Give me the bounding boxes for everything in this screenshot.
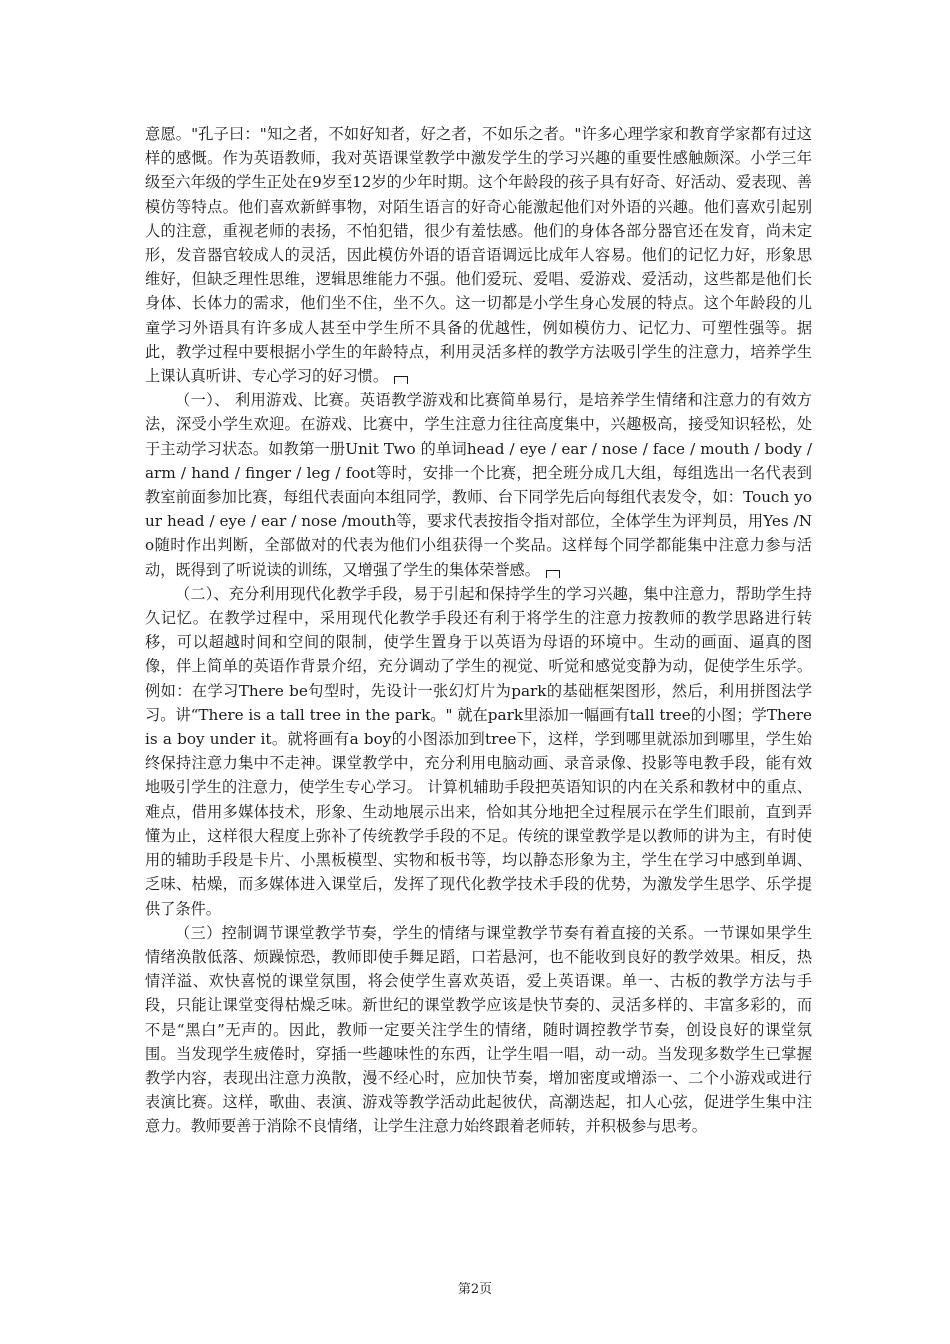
paragraph-1-text: 意愿。"孔子曰："知之者，不如好知者，好之者，不如乐之者。"许多心理学家和教育学家都有过这样的感慨。作为英语教师，我对英语课堂教学中激发学生的学习兴趣的重要性感触颇深。小学三年级至六年级的学生正处在9岁至12岁的少年时期。这个年龄段的孩子具有好奇、好活动、爱表现、善模仿等特点。他们喜欢新鲜事物，对陌生语言的好奇心能激起他们对外语的兴趣。他们喜欢引起别人的注意，重视老师的表扬，不怕犯错，很少有羞怯感。他们的身体各部分器官还在发育，尚未定形，发音器官较成人的灵活，因此模仿外语的语音语调远比成年人容易。他们的记忆力好，形象思维好，但缺乏理性思维，逻辑思维能力不强。他们爱玩、爱唱、爱游戏、爱活动，这些都是他们长身体、长体力的需求，他们坐不住，坐不久。这一切都是小学生身心发展的特点。这个年龄段的儿童学习外语具有许多成人甚至中学生所不具备的优越性，例如模仿力、记忆力、可塑性强等。据此，教学过程中要根据小学生的年龄特点，利用灵活多样的教学方法吸引学生的注意力，培养学生上课认真听讲、专心学习的好习惯。	[145, 125, 812, 386]
paragraph-mark-icon	[546, 570, 560, 578]
paragraph-4-text: （三）控制调节课堂教学节奏，学生的情绪与课堂教学节奏有着直接的关系。一节课如果学生情绪涣散低落、烦躁惊恐，教师即使手舞足蹈，口若悬河，也不能收到良好的教学效果。相反，热情洋溢、欢快喜悦的课堂氛围，将会使学生喜欢英语，爱上英语课。单一、古板的教学方法与手段，只能让课堂变得枯燥乏味。新世纪的课堂教学应该是快节奏的、灵活多样的、丰富多彩的，而不是“黑白”无声的。因此，教师一定要关注学生的情绪，随时调控教学节奏，创设良好的课堂氛围。当发现学生疲倦时，穿插一些趣味性的东西，让学生唱一唱，动一动。当发现多数学生已掌握教学内容，表现出注意力涣散，漫不经心时，应加快节奏，增加密度或增添一、二个小游戏或进行表演比赛。这样，歌曲、表演、游戏等教学活动此起彼伏，高潮迭起，扣人心弦，促进学生集中注意力。教师要善于消除不良情绪，让学生注意力始终跟着老师转，并积极参与思考。	[145, 923, 812, 1136]
page-number: 第2页	[457, 1282, 493, 1297]
paragraph-2	[145, 388, 812, 582]
paragraph-4	[145, 921, 812, 1139]
paragraph-3	[145, 582, 812, 921]
paragraph-3-text: （二）、充分利用现代化教学手段，易于引起和保持学生的学习兴趣，集中注意力，帮助学生持久记忆。在教学过程中，采用现代化教学手段还有利于将学生的注意力按教师的教学思路进行转移，可以超越时间和空间的限制，使学生置身于以英语为母语的环境中。生动的画面、逼真的图像，伴上简单的英语作背景介绍，充分调动了学生的视觉、听觉和感觉变静为动，促使学生乐学。例如：在学习There be句型时，先设计一张幻灯片为park的基础框架图形，然后，利用拼图法学习。讲“There is a tall tree in the park。" 就在park里添加一幅画有tall tree的小图；学There is a boy under it。就将画有a boy的小图添加到tree下，这样，学到哪里就添加到哪里，学生始终保持注意力集中不走神。课堂教学中，充分利用电脑动画、录音录像、投影等电教手段，能有效地吸引学生的注意力，使学生专心学习。 计算机辅助手段把英语知识的内在关系和教材中的重点、难点，借用多媒体技术，形象、生动地展示出来，恰如其分地把全过程展示在学生们眼前，直到弄懂为止，这样很大程度上弥补了传统教学手段的不足。传统的课堂教学是以教师的讲为主，有时使用的辅助手段是卡片、小黑板模型、实物和板书等，均以静态形象为主，学生在学习中感到单调、乏味、枯燥，而多媒体进入课堂后，发挥了现代化教学技术手段的优势，为激发学生思学、乐学提供了条件。	[145, 584, 812, 918]
paragraph-1	[145, 122, 812, 388]
paragraph-2-text: （一）、 利用游戏、比赛。英语教学游戏和比赛简单易行，是培养学生情绪和注意力的有效方法，深受小学生欢迎。在游戏、比赛中，学生注意力往往高度集中，兴趣极高，接受知识轻松，处于主动学习状态。如教第一册Unit Two 的单词head / eye / ear / nose / face / mouth / body / arm / hand / finger / leg / foot等时，安排一个比赛，把全班分成几大组，每组选出一名代表到教室前面参加比赛，每组代表面向本组同学，教师、台下同学先后向每组代表发令，如：Touch your head / eye / ear / nose /mouth等，要求代表按指令指对部位，全体学生为评判员，用Yes /No随时作出判断，全部做对的代表为他们小组获得一个奖品。这样每个同学都能集中注意力参与活动，既得到了听说读的训练，又增强了学生的集体荣誉感。	[145, 391, 812, 579]
document-body	[145, 122, 812, 1139]
paragraph-mark-icon	[394, 376, 408, 384]
